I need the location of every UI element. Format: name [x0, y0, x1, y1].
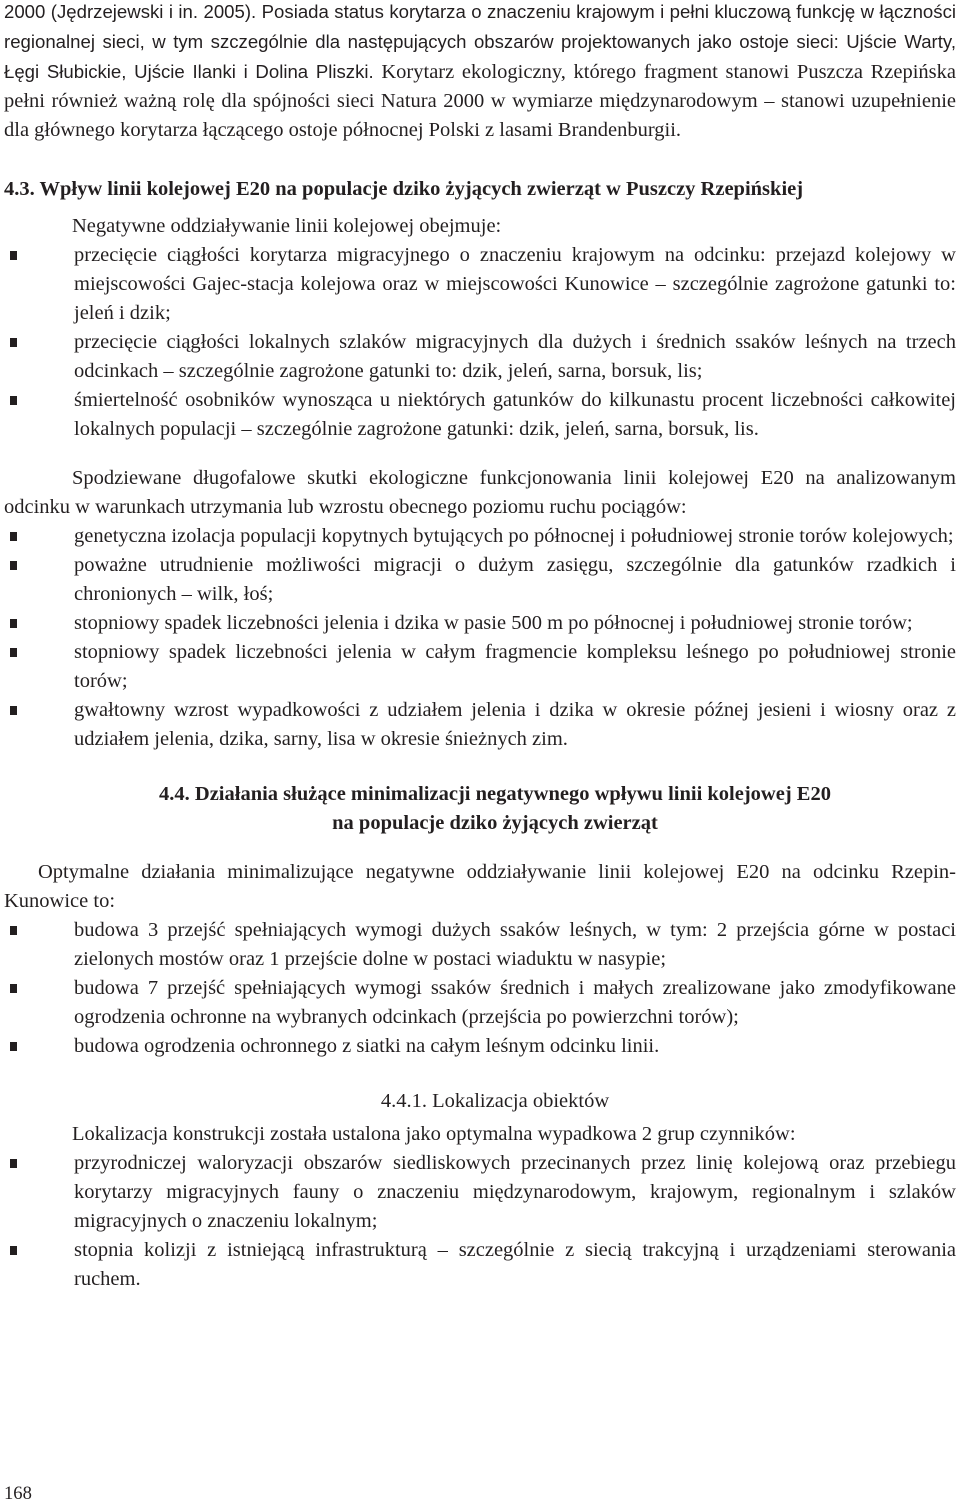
section-4-4-1-heading: 4.4.1. Lokalizacja obiektów — [380, 1090, 610, 1112]
list-item: przecięcie ciągłości korytarza migracyjnego o znaczeniu krajowym na odcinku: przejazd kolejowy w miejscowości Gajec-stacja kolejowa oraz w miejscowości Kunowice – szczególnie zagrożone gatunki to: jeleń i dzik; — [4, 241, 956, 328]
list-item: stopniowy spadek liczebności jelenia i dzika w pasie 500 m po północnej i południowej stronie torów; — [4, 609, 956, 638]
section-4-4-heading-line2: na populacje dziko żyjących zwierząt — [332, 812, 658, 834]
list-item: stopniowy spadek liczebności jelenia w całym fragmencie kompleksu leśnego po południowej stronie torów; — [4, 638, 956, 696]
page-number: 168 — [4, 1483, 32, 1504]
mitigation-actions-list — [4, 916, 956, 1061]
long-term-effects-list — [4, 522, 956, 754]
document-page — [4, 0, 956, 1294]
list-item: budowa ogrodzenia ochronnego z siatki na całym leśnym odcinku linii. — [4, 1032, 956, 1061]
negative-impacts-list — [4, 241, 956, 444]
list-item: przyrodniczej waloryzacji obszarów siedliskowych przecinanych przez linię kolejową oraz przebiegu korytarzy migracyjnych fauny o znaczeniu międzynarodowym, krajowym, regionalnym i szlaków migracyjnych o znaczeniu lokalnym; — [4, 1149, 956, 1236]
intro-rest-text: Korytarz ekologiczny, którego fragment stanowi Puszcza Rzepińska pełni również ważną rolę dla spójności sieci Natura 2000 w wymiarze międzynarodowym – stanowi uzupełnienie dla głównego korytarza łączącego ostoje północnej Polski z lasami Brandenburgii. — [4, 61, 956, 141]
section-4-4-heading — [4, 780, 956, 838]
section-4-4-heading-line1: 4.4. Działania służące minimalizacji negatywnego wpływu linii kolejowej E20 — [159, 783, 831, 805]
location-factors-list — [4, 1149, 956, 1294]
list-item: przecięcie ciągłości lokalnych szlaków migracyjnych dla dużych i średnich ssaków leśnych na trzech odcinkach – szczególnie zagrożone gatunki to: dzik, jeleń, sarna, borsuk, lis; — [4, 328, 956, 386]
section-4-3-intro: Negatywne oddziaływanie linii kolejowej obejmuje: — [72, 215, 502, 237]
list-item: śmiertelność osobników wynosząca u niektórych gatunków do kilkunastu procent liczebności całkowitej lokalnych populacji – szczególnie zagrożone gatunki: dzik, jeleń, sarna, borsuk, lis. — [4, 386, 956, 444]
section-4-4-intro: Optymalne działania minimalizujące negatywne oddziaływanie linii kolejowej E20 na odcinku Rzepin-Kunowice to: — [4, 861, 956, 912]
effects-intro-paragraph: Spodziewane długofalowe skutki ekologiczne funkcjonowania linii kolejowej E20 na analizowanym odcinku w warunkach utrzymania lub wzrostu obecnego poziomu ruchu pociągów: — [4, 467, 956, 518]
list-item: budowa 3 przejść spełniających wymogi dużych ssaków leśnych, w tym: 2 przejścia górne w postaci zielonych mostów oraz 1 przejście dolne w postaci wiaduktu w nasypie; — [4, 916, 956, 974]
list-item: poważne utrudnienie możliwości migracji o dużym zasięgu, szczególnie dla gatunków rzadkich i chronionych – wilk, łoś; — [4, 551, 956, 609]
section-4-4-1-intro: Lokalizacja konstrukcji została ustalona jako optymalna wypadkowa 2 grup czynników: — [72, 1123, 796, 1145]
list-item: gwałtowny wzrost wypadkowości z udziałem jelenia i dzika w okresie późnej jesieni i wiosny oraz z udziałem jelenia, dzika, sarny, lisa w okresie śnieżnych zim. — [4, 696, 956, 754]
intro-lead-text: 2000 (Jędrzejewski i in. 2005). Posiada status korytarza o znaczeniu krajowym i pełni kluczową funkcję w łączności regionalnej sieci, w tym szczególnie dla następujących obszarów projektowanych jako ostoje sieci: Ujście Warty, Łęgi Słubickie, Ujście Ilanki i Dolina Pliszki. — [4, 1, 956, 82]
section-4-3-heading: 4.3. Wpływ linii kolejowej E20 na populacje dziko żyjących zwierząt w Puszczy Rzepińskiej — [4, 178, 804, 200]
list-item: budowa 7 przejść spełniających wymogi ssaków średnich i małych zrealizowane jako zmodyfikowane ogrodzenia ochronne na wybranych odcinkach (przejścia po powierzchni torów); — [4, 974, 956, 1032]
intro-paragraph — [4, 0, 956, 145]
list-item: genetyczna izolacja populacji kopytnych bytujących po północnej i południowej stronie torów kolejowych; — [4, 522, 956, 551]
list-item: stopnia kolizji z istniejącą infrastrukturą – szczególnie z siecią trakcyjną i urządzeniami sterowania ruchem. — [4, 1236, 956, 1294]
